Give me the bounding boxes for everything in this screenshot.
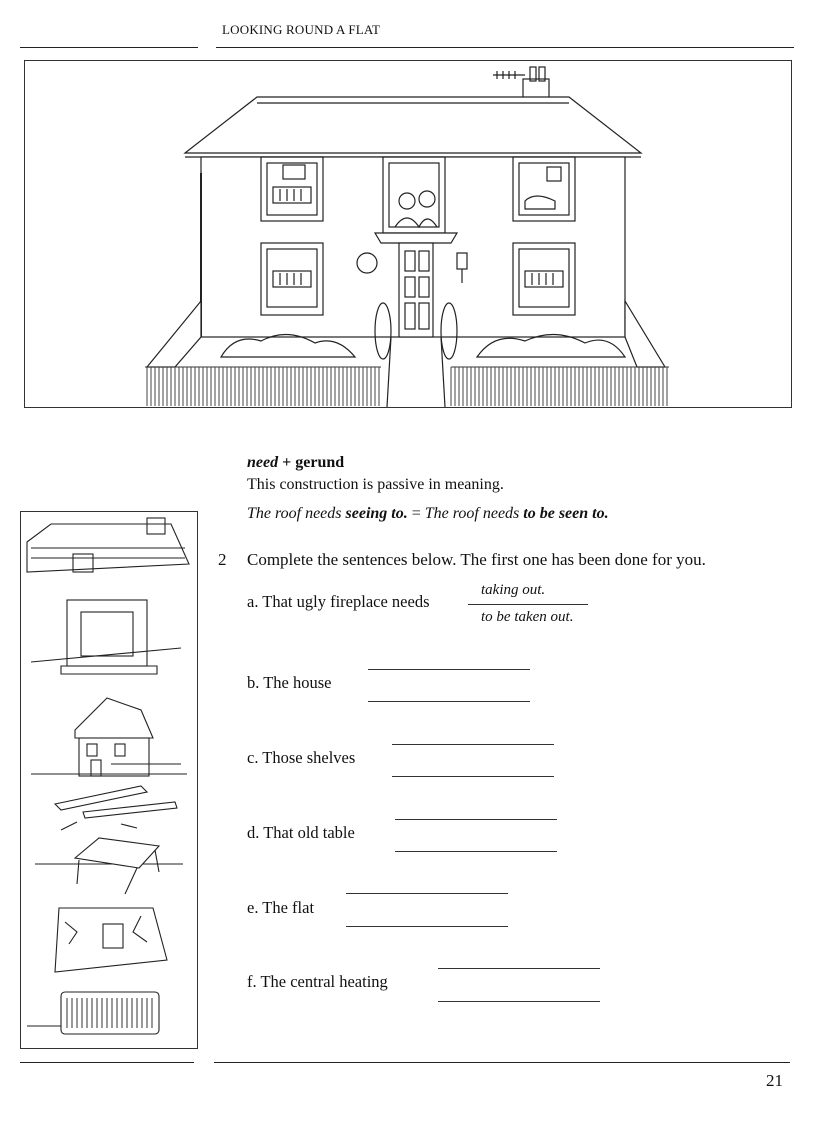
roof-picture xyxy=(27,518,189,572)
page-number: 21 xyxy=(766,1071,783,1090)
exercise-number: 2 xyxy=(218,550,227,569)
item-e-label: e. The flat xyxy=(247,898,315,917)
grammar-keyword: need xyxy=(247,454,279,471)
grammar-heading xyxy=(247,452,787,474)
item-f-blank-1[interactable] xyxy=(438,968,600,969)
grammar-plus: + xyxy=(282,454,292,471)
radiator-picture xyxy=(27,992,159,1034)
item-c-blank-1[interactable] xyxy=(392,744,554,745)
footer-rule-left xyxy=(20,1062,194,1063)
table-picture xyxy=(35,838,183,894)
item-b-blank-2[interactable] xyxy=(368,701,530,702)
item-a-answer-2: to be taken out. xyxy=(481,609,574,625)
fireplace-picture xyxy=(31,600,181,674)
footer-rule-right xyxy=(214,1062,790,1063)
example-part-1: The roof needs xyxy=(247,505,346,523)
item-e-blank-1[interactable] xyxy=(346,893,508,894)
item-d-blank-2[interactable] xyxy=(395,851,557,852)
item-c-blank-2[interactable] xyxy=(392,776,554,777)
example-part-3: The roof needs xyxy=(424,505,524,523)
grammar-example xyxy=(247,503,787,525)
running-title: LOOKING ROUND A FLAT xyxy=(222,22,381,37)
item-d-blank-1[interactable] xyxy=(395,819,557,820)
damaged-room-picture xyxy=(55,908,167,972)
item-f-blank-2[interactable] xyxy=(438,1001,600,1002)
grammar-term: gerund xyxy=(295,454,345,471)
derelict-house-picture xyxy=(31,698,187,776)
exercise-instruction: Complete the sentences below. The first one has been done for you. xyxy=(247,550,706,569)
shelves-picture xyxy=(55,786,177,830)
item-f-label: f. The central heating xyxy=(247,972,388,991)
item-a-blank-1[interactable] xyxy=(468,604,588,605)
item-c-label: c. Those shelves xyxy=(247,748,356,767)
header-rule-left xyxy=(20,47,198,48)
item-d-label: d. That old table xyxy=(247,823,355,842)
example-equals: = xyxy=(407,505,425,523)
item-e-blank-2[interactable] xyxy=(346,926,508,927)
item-a-label: a. That ugly fireplace needs xyxy=(247,592,430,611)
grammar-explanation: This construction is passive in meaning. xyxy=(247,475,504,493)
example-part-2: seeing to. xyxy=(345,505,408,523)
item-b-blank-1[interactable] xyxy=(368,669,530,670)
header-rule-right xyxy=(216,47,794,48)
grammar-box xyxy=(247,452,787,525)
house-illustration xyxy=(24,60,792,408)
item-a-answer-1: taking out. xyxy=(481,582,546,598)
side-pictures xyxy=(21,512,197,1048)
item-b-label: b. The house xyxy=(247,673,332,692)
example-part-4: to be seen to. xyxy=(523,505,609,523)
house-drawing xyxy=(25,61,791,407)
side-picture-strip xyxy=(20,511,198,1049)
